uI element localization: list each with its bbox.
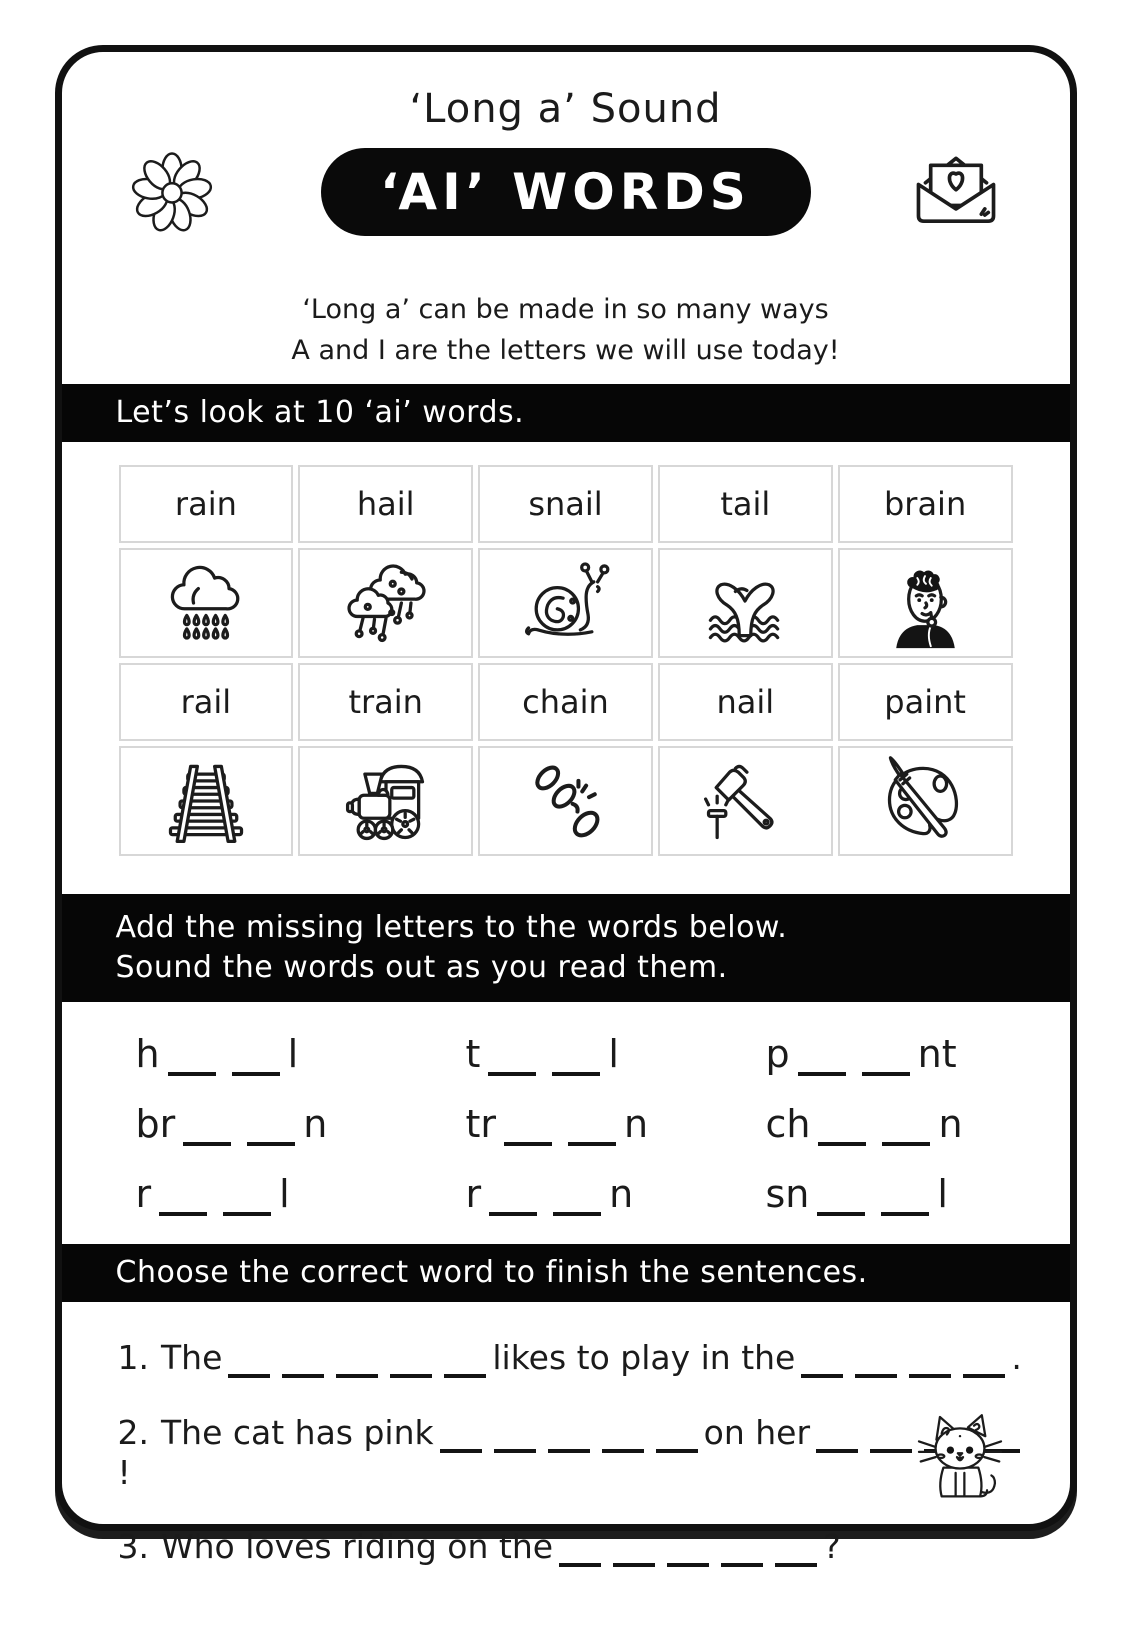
- word-blank[interactable]: [434, 1413, 704, 1452]
- snail-icon: [478, 548, 653, 658]
- word-label: rail: [119, 663, 294, 741]
- letter-blanks[interactable]: [790, 1032, 918, 1076]
- subtitle-line-1: ‘Long a’ can be made in so many ways: [302, 294, 829, 325]
- chain-icon: [478, 746, 653, 856]
- fill-in-word[interactable]: r n: [465, 1172, 634, 1217]
- nail-hammer-icon: [658, 746, 833, 856]
- page-title: ‘Long a’ Sound: [409, 86, 722, 132]
- word-blank[interactable]: [795, 1338, 1011, 1377]
- section3-banner: [62, 1244, 1070, 1302]
- subtitle: [62, 290, 1070, 371]
- sentence-3: 3. Who loves riding on the ?: [117, 1527, 841, 1567]
- fill-in-word[interactable]: h l: [135, 1032, 299, 1077]
- envelope-heart-icon: [908, 140, 1004, 240]
- letter-blanks[interactable]: [809, 1172, 937, 1216]
- sentence-number: 3.: [117, 1527, 149, 1567]
- fill-in-word[interactable]: p nt: [765, 1032, 957, 1077]
- letter-blanks[interactable]: [480, 1032, 608, 1076]
- section3-banner-text: Choose the correct word to finish the sentences.: [115, 1255, 868, 1291]
- worksheet-page: [0, 45, 1131, 1645]
- word-label: snail: [478, 465, 653, 543]
- section2-banner-line-2: Sound the words out as you read them.: [115, 949, 728, 985]
- word-label: tail: [658, 465, 833, 543]
- fill-in-grid: [62, 1002, 1070, 1216]
- fill-in-word[interactable]: br n: [135, 1102, 328, 1147]
- sentence-1: 1. The likes to play in the .: [117, 1338, 1022, 1378]
- hail-icon: [298, 548, 473, 658]
- ai-words-pill-label: ‘AI’ WORDS: [380, 163, 751, 221]
- fill-in-word[interactable]: sn l: [765, 1172, 948, 1217]
- subtitle-line-2: A and I are the letters we will use today!: [291, 334, 840, 366]
- word-label: nail: [658, 663, 833, 741]
- paint-palette-icon: [838, 746, 1013, 856]
- section2-banner: [62, 894, 1070, 1002]
- fill-in-word[interactable]: t l: [465, 1032, 619, 1077]
- header-row: [62, 140, 1070, 290]
- letter-blanks[interactable]: [481, 1172, 609, 1216]
- word-label: paint: [838, 663, 1013, 741]
- fill-in-word[interactable]: ch n: [765, 1102, 963, 1147]
- whale-tail-icon: [658, 548, 833, 658]
- sentence-2: 2. The cat has pink on her!: [118, 1413, 1030, 1492]
- word-label: rain: [119, 465, 294, 543]
- rain-cloud-icon: [119, 548, 294, 658]
- word-blank[interactable]: [553, 1527, 823, 1566]
- word-blank[interactable]: [222, 1338, 492, 1377]
- word-label: chain: [478, 663, 653, 741]
- section1-banner: [62, 384, 1070, 442]
- letter-blanks[interactable]: [810, 1102, 938, 1146]
- rail-track-icon: [119, 746, 294, 856]
- kitten-icon: [912, 1410, 1008, 1510]
- flower-icon: [124, 142, 220, 242]
- word-label: brain: [838, 465, 1013, 543]
- letter-blanks[interactable]: [151, 1172, 279, 1216]
- fill-in-word[interactable]: tr n: [465, 1102, 649, 1147]
- letter-blanks[interactable]: [160, 1032, 288, 1076]
- word-grid: [119, 465, 1013, 856]
- sentence-number: 2.: [117, 1413, 149, 1453]
- sentence-number: 1.: [117, 1338, 149, 1378]
- fill-in-word[interactable]: r l: [135, 1172, 290, 1217]
- letter-blanks[interactable]: [496, 1102, 624, 1146]
- train-icon: [298, 746, 473, 856]
- brain-icon: [838, 548, 1013, 658]
- section2-banner-line-1: Add the missing letters to the words below.: [115, 910, 788, 945]
- ai-words-pill: [321, 148, 811, 236]
- letter-blanks[interactable]: [175, 1102, 303, 1146]
- word-label: hail: [298, 465, 473, 543]
- section1-banner-text: Let’s look at 10 ‘ai’ words.: [115, 395, 525, 430]
- worksheet-card: [55, 45, 1077, 1567]
- word-label: train: [298, 663, 473, 741]
